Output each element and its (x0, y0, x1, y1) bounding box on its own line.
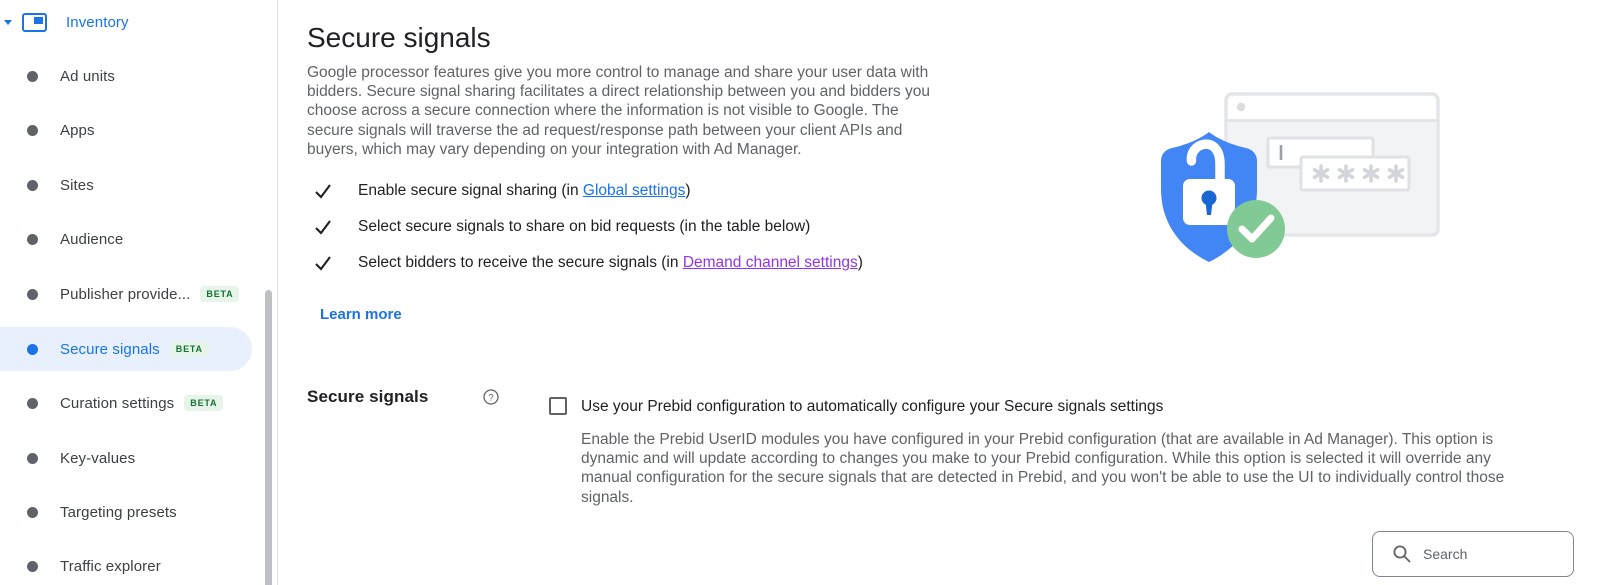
checkmark-icon (313, 253, 333, 273)
prebid-config-description: Enable the Prebid UserID modules you have configured in your Prebid configuration (that are available in Ad Manager). This option is dynamic and will update according to changes you make to your Prebid configuration. While this option is selected it will override any manual configuration for the secure signals that are detected in Prebid, and you won't be able to use the UI to individually control those signals. (581, 431, 1505, 506)
beta-badge: BETA (200, 286, 239, 302)
beta-badge: BETA (170, 341, 209, 357)
sidebar-item-label: Curation settings (60, 394, 175, 412)
beta-badge: BETA (184, 395, 223, 411)
checklist-text: Select secure signals to share on bid requests (in the table below) (358, 218, 811, 235)
check-circle-icon (1227, 200, 1285, 258)
checklist-item (307, 209, 863, 245)
page-title: Secure signals (307, 22, 491, 53)
checklist-text: Enable secure signal sharing (in (358, 182, 583, 199)
chevron-down-icon[interactable] (4, 20, 12, 25)
sidebar-item-label: Targeting presets (60, 503, 177, 521)
bullet-icon (27, 289, 38, 300)
sidebar-item-label: Traffic explorer (60, 557, 161, 575)
sidebar-item-label: Apps (60, 121, 95, 139)
bullet-icon (27, 453, 38, 464)
sidebar-item-key-values[interactable] (0, 436, 252, 480)
bullet-icon (27, 180, 38, 191)
bullet-icon (27, 234, 38, 245)
sidebar-inventory-label: Inventory (66, 13, 129, 31)
checklist-text: Select bidders to receive the secure signals (in (358, 254, 683, 271)
bullet-icon (27, 344, 38, 355)
svg-text:?: ? (488, 392, 494, 404)
sidebar-item-targeting-presets[interactable] (0, 490, 252, 534)
checklist-item-text (358, 182, 691, 200)
demand-channel-settings-link[interactable]: Demand channel settings (682, 254, 858, 271)
help-icon[interactable] (483, 389, 499, 405)
bullet-icon (27, 561, 38, 572)
checklist-item-text (358, 254, 863, 272)
search-box (1372, 531, 1574, 577)
inventory-icon (22, 13, 47, 32)
sidebar-item-ad-units[interactable] (0, 54, 252, 98)
bullet-icon (27, 71, 38, 82)
password-field-icon (1301, 157, 1409, 190)
intro-paragraph: Google processor features give you more control to manage and share your user data with bidders. Secure signal sharing facilitates a direct relationship between you and bidders you choose across a secure connection where the information is not visible to Google. The secure signals will traverse the ad request/response path between your client APIs and buyers, which may vary depending on your integration with Ad Manager. (307, 64, 930, 158)
bullet-icon (27, 507, 38, 518)
sidebar-item-traffic-explorer[interactable] (0, 544, 252, 585)
learn-more-link[interactable]: Learn more (320, 306, 402, 323)
secure-signals-illustration (1128, 72, 1450, 268)
sidebar-item-label: Sites (60, 176, 94, 194)
global-settings-link[interactable]: Global settings (582, 182, 686, 199)
sidebar-item-label: Publisher provide... (60, 285, 191, 303)
sidebar-item-label: Audience (60, 230, 124, 248)
sidebar-item-apps[interactable] (0, 108, 252, 152)
sidebar-item-label: Key-values (60, 449, 136, 467)
checklist-item (307, 245, 863, 281)
prebid-config-checkbox[interactable] (549, 397, 567, 415)
checklist-item (307, 173, 863, 209)
sidebar-item-sites[interactable] (0, 163, 252, 207)
checklist-item-text (358, 218, 810, 236)
sidebar-item-curation-settings[interactable] (0, 381, 252, 425)
checklist-text: ) (685, 182, 691, 199)
checklist-text: ) (857, 254, 863, 271)
sidebar-item-inventory[interactable] (0, 0, 252, 44)
sidebar-item-label: Ad units (60, 67, 115, 85)
sidebar-scrollbar[interactable] (265, 290, 272, 585)
sidebar-item-label: Secure signals (60, 340, 160, 358)
sidebar-item-secure-signals[interactable] (0, 327, 252, 371)
sidebar-item-publisher-provided[interactable] (0, 272, 252, 316)
bullet-icon (27, 398, 38, 409)
setup-checklist (307, 173, 863, 281)
sidebar-item-audience[interactable] (0, 217, 252, 261)
inventory-sidebar (0, 0, 278, 585)
checkmark-icon (313, 217, 333, 237)
window-dot-icon (1237, 103, 1245, 111)
bullet-icon (27, 125, 38, 136)
search-input[interactable] (1372, 531, 1574, 577)
prebid-config-checkbox-label: Use your Prebid configuration to automatically configure your Secure signals settings (581, 398, 1164, 415)
checkmark-icon (313, 181, 333, 201)
secure-signals-section-heading: Secure signals (307, 387, 429, 406)
